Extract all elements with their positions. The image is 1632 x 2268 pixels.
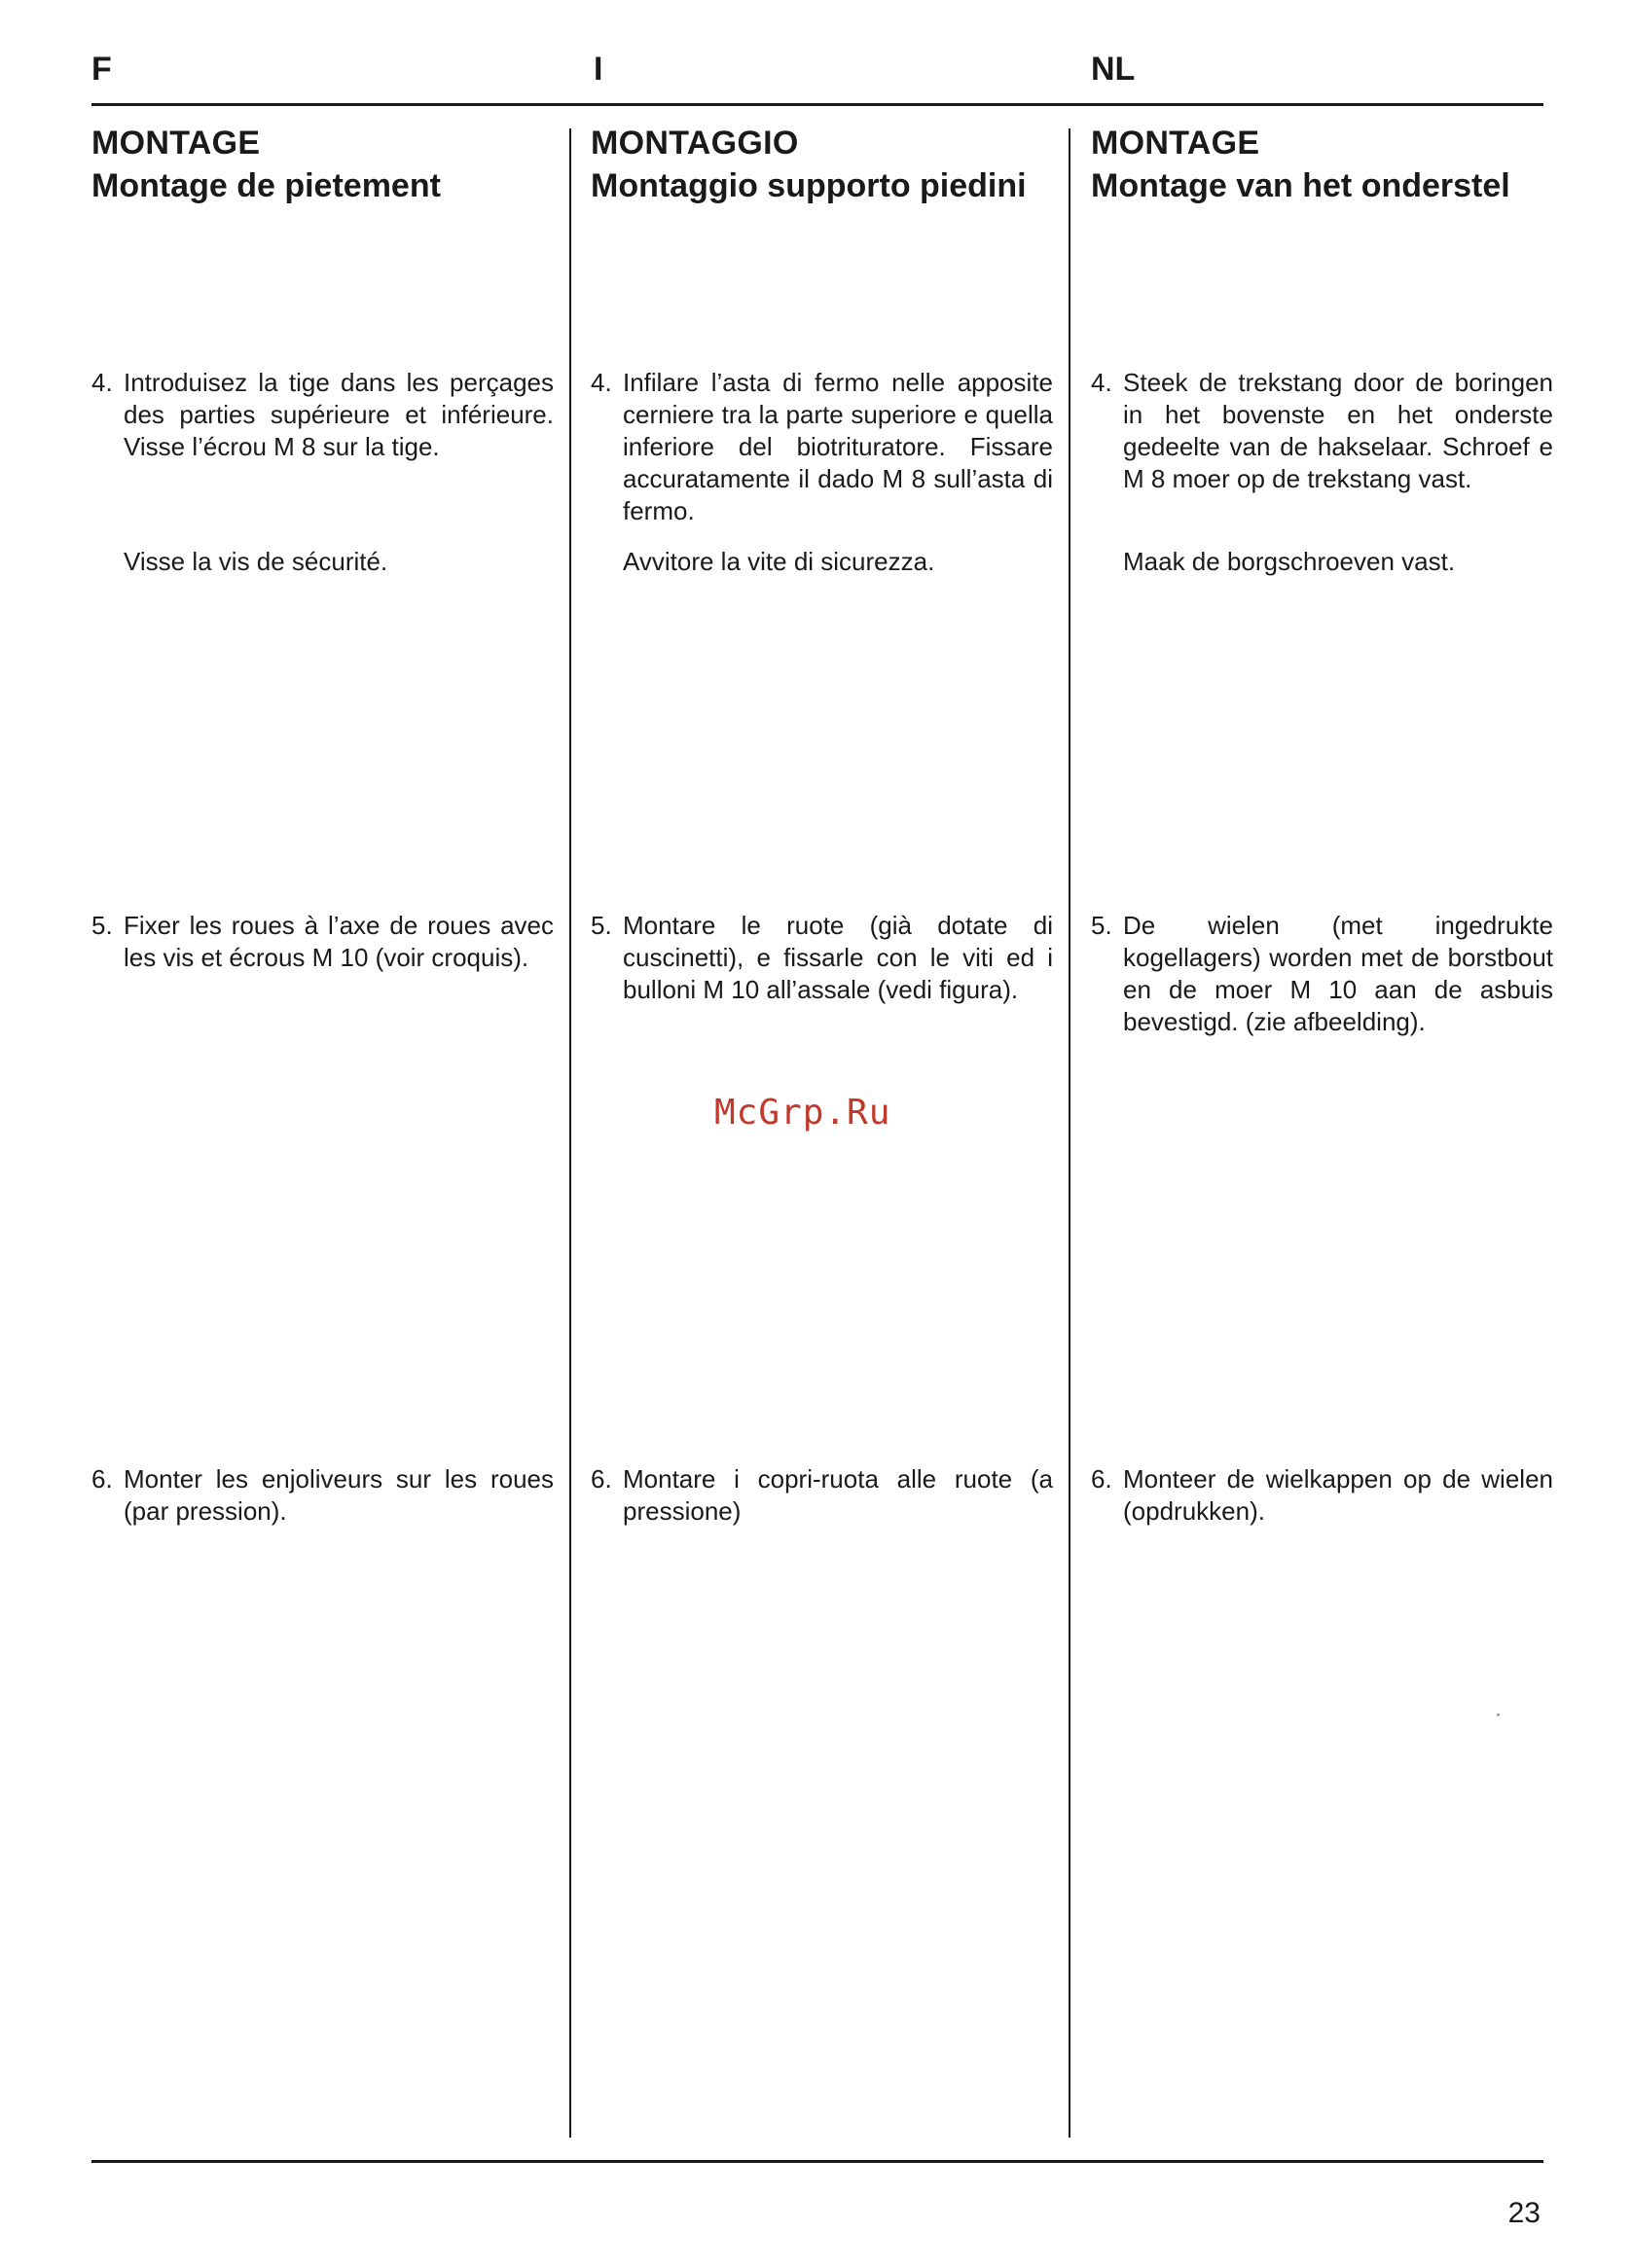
- top-divider: [91, 103, 1543, 106]
- language-label-italian: I: [594, 51, 603, 88]
- step-4-note: Maak de borgschroeven vast.: [1123, 547, 1456, 576]
- language-label-french: F: [91, 51, 112, 88]
- step-number: 6.: [1091, 1464, 1112, 1494]
- step-4-note: Avvitore la vite di sicurezza.: [623, 547, 935, 576]
- column-divider-2: [1069, 128, 1070, 2138]
- language-label-dutch: NL: [1091, 51, 1136, 88]
- column-dutch: [1091, 122, 1553, 1526]
- step-number: 5.: [1091, 911, 1112, 940]
- step-4-note: Visse la vis de sécurité.: [124, 547, 388, 576]
- step-text: Monter les enjoliveurs sur les roues (par pression).: [124, 1464, 554, 1526]
- step-text: Steek de trekstang door de boringen in het bovenste en het onderste gedeelte van de hakselaar. Schroef e M 8 moer op de trekstang vast.: [1123, 368, 1553, 493]
- bottom-divider: [91, 2160, 1543, 2163]
- section-subtitle: Montage de pietement: [91, 167, 441, 204]
- step-5: [591, 910, 1053, 1006]
- section-title: MONTAGE: [1091, 125, 1260, 162]
- page-number: 23: [1507, 2197, 1541, 2229]
- watermark: McGrp.Ru: [714, 1093, 891, 1133]
- column-french: [91, 122, 554, 1526]
- section-title: MONTAGE: [91, 125, 261, 162]
- step-number: 4.: [91, 368, 113, 397]
- step-text: De wielen (met ingedrukte kogellagers) worden met de borstbout en de moer M 10 aan de asbuis bevestigd. (zie afbeelding).: [1123, 911, 1553, 1036]
- scan-speck: [1497, 1713, 1500, 1716]
- step-4: [591, 367, 1053, 527]
- step-6: [1091, 1463, 1553, 1528]
- step-5: [1091, 910, 1553, 1038]
- step-text: Introduisez la tige dans les perçages des parties supérieure et inférieure. Visse l’écrou M 8 sur la tige.: [124, 368, 554, 461]
- section-subtitle: Montage van het onderstel: [1091, 167, 1510, 204]
- step-number: 6.: [91, 1464, 113, 1494]
- step-text: Fixer les roues à l’axe de roues avec les vis et écrous M 10 (voir croquis).: [124, 911, 554, 972]
- step-number: 4.: [1091, 368, 1112, 397]
- step-4: [1091, 367, 1553, 495]
- section-title: MONTAGGIO: [591, 125, 799, 162]
- step-6: [91, 1463, 554, 1528]
- step-number: 5.: [91, 911, 113, 940]
- step-text: Montare i copri-ruota alle ruote (a pressione): [623, 1464, 1053, 1526]
- column-divider-1: [569, 128, 571, 2138]
- step-text: Infilare l’asta di fermo nelle apposite cerniere tra la parte superiore e quella inferiore del biotrituratore. Fissare accuratamente il dado M 8 sull’asta di fermo.: [623, 368, 1053, 525]
- section-subtitle: Montaggio supporto piedini: [591, 167, 1027, 204]
- step-number: 6.: [591, 1464, 612, 1494]
- step-4: [91, 367, 554, 463]
- step-5: [91, 910, 554, 974]
- step-6: [591, 1463, 1053, 1528]
- step-text: Monteer de wielkappen op de wielen (opdrukken).: [1123, 1464, 1553, 1526]
- step-number: 5.: [591, 911, 612, 940]
- step-number: 4.: [591, 368, 612, 397]
- step-text: Montare le ruote (già dotate di cuscinetti), e fissarle con le viti ed i bulloni M 10 all’assale (vedi figura).: [623, 911, 1053, 1004]
